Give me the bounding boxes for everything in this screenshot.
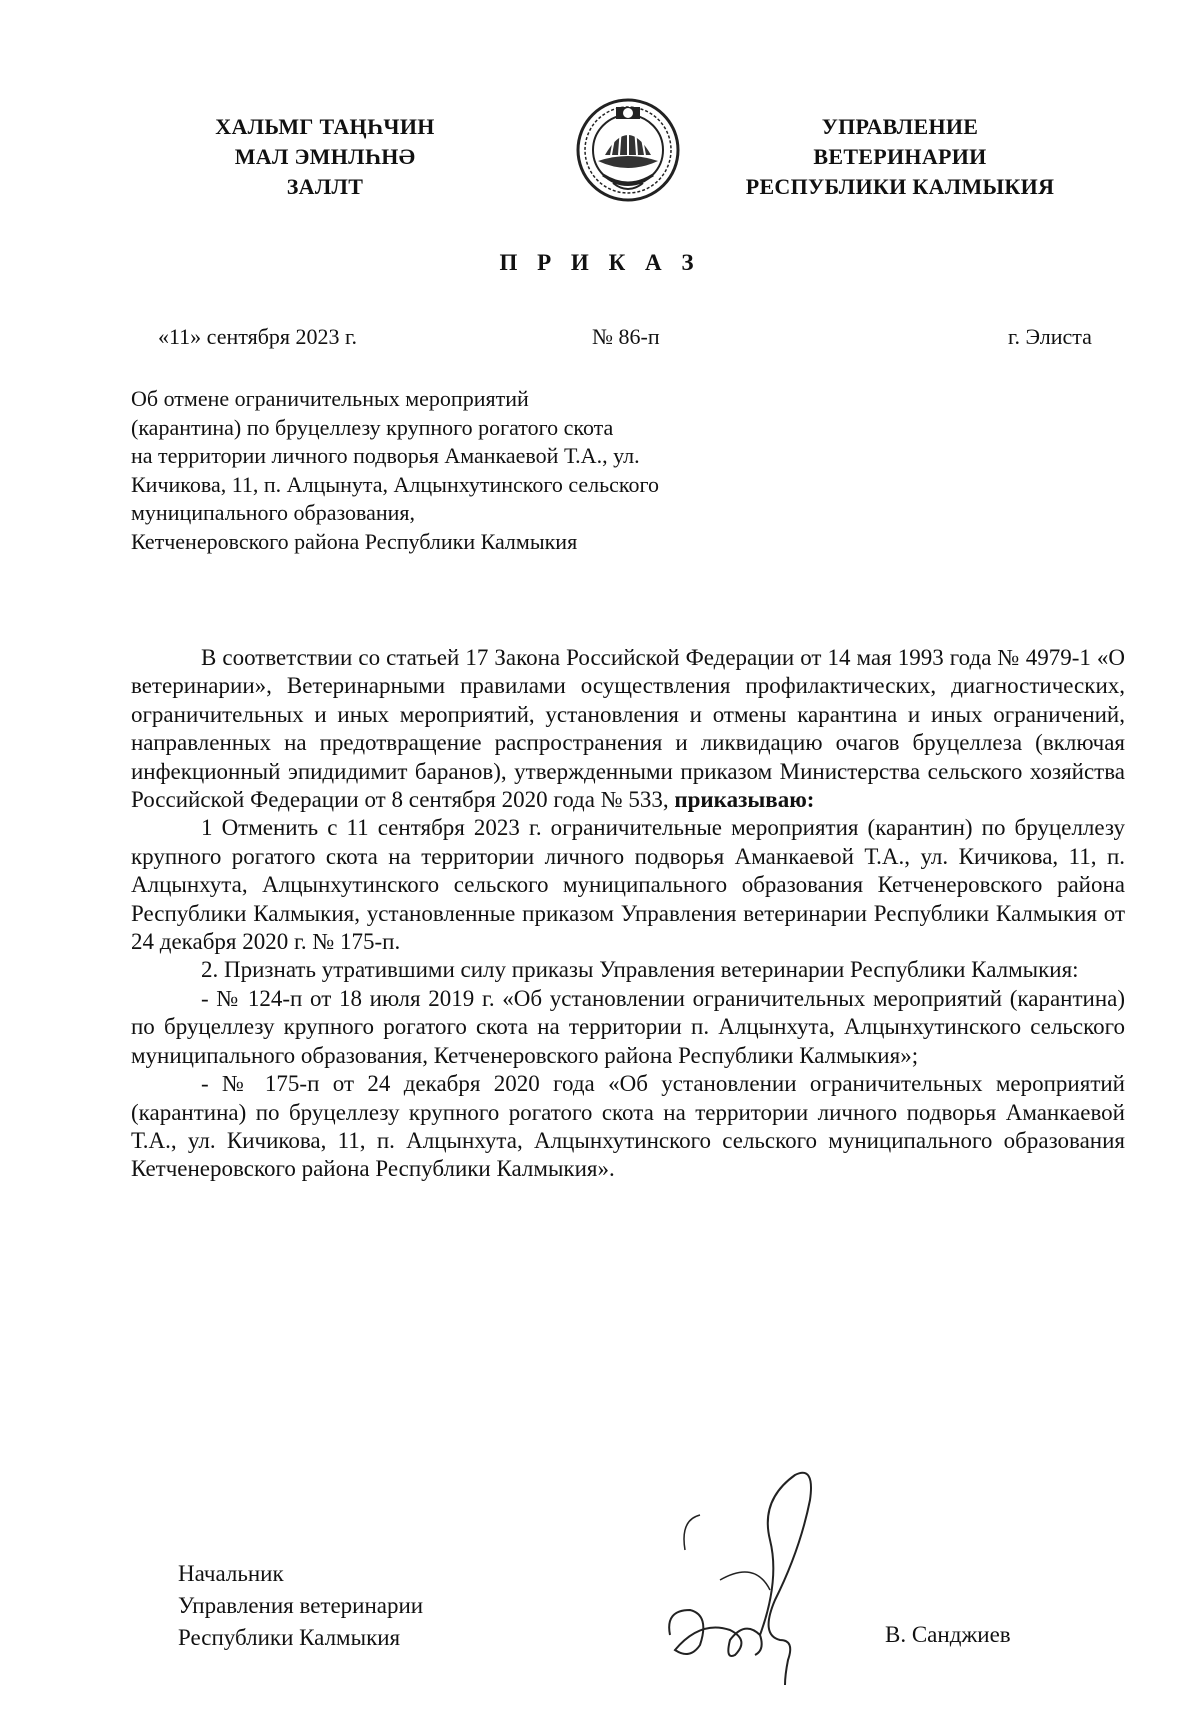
document-type-title: П Р И К А З: [499, 250, 701, 275]
signatory-name: В. Санджиев: [885, 1622, 1011, 1647]
body-item-2b: - № 175-п от 24 декабря 2020 года «Об установлении ограничительных мероприятий (карантина) по бруцеллезу крупного рогатого скота на территории личного подворья Аманкаевой Т.А., ул. Кичикова, 11, п. Алцынхута, Алцынхутинского сельского муниципального образования Кетченеровского района Республики Калмыкия».: [131, 1071, 1125, 1182]
handwritten-signature-icon: [660, 1460, 830, 1690]
subject-line-6: Кетченеровского района Республики Калмыкия: [131, 528, 578, 554]
subject-line-5: муниципального образования,: [131, 500, 416, 525]
document-number: № 86-п: [592, 324, 660, 349]
subject-line-3: на территории личного подворья Аманкаевой Т.А., ул.: [131, 443, 640, 468]
body-item-1: 1 Отменить с 11 сентября 2023 г. ограничительные мероприятия (карантин) по бруцеллезу крупного рогатого скота на территории личного подворья Аманкаевой Т.А., ул. Кичикова, 11, п. Алцынхута, Алцынхутинского сельского муниципального образования Кетченеровского района Республики Калмыкия, установленные приказом Управления ветеринарии Республики Калмыкия от 24 декабря 2020 г. № 175-п.: [131, 815, 1125, 955]
subject-line-4: Кичикова, 11, п. Алцынута, Алцынхутинского сельского: [131, 471, 659, 497]
body-item-2a: - № 124-п от 18 июля 2019 г. «Об установлении ограничительных мероприятий (карантина) по бруцеллезу крупного рогатого скота на территории п. Алцынхута, Алцынхутинского сельского муниципального образования, Кетченеровского района Республики Калмыкия»;: [131, 985, 1125, 1068]
signatory-position: [178, 1558, 423, 1654]
document-city: г. Элиста: [1008, 324, 1092, 349]
header-russian-line-2: ВЕТЕРИНАРИИ: [813, 144, 987, 169]
subject-line-2: (карантина) по бруцеллезу крупного рогатого скота: [131, 414, 614, 440]
document-date: «11» сентября 2023 г.: [158, 324, 358, 349]
kalmykia-emblem-icon: [573, 95, 683, 205]
signatory-position-line-2: Управления ветеринарии: [178, 1593, 424, 1618]
signatory-position-line-1: Начальник: [178, 1561, 284, 1586]
header-kalmyk-line-2: МАЛ ЭМНЛҺНӘ: [234, 144, 416, 169]
header-kalmyk: [180, 112, 470, 202]
header-russian-line-3: РЕСПУБЛИКИ КАЛМЫКИЯ: [745, 174, 1055, 199]
body-item-2: 2. Признать утратившими силу приказы Управления ветеринарии Республики Калмыкия:: [201, 957, 1079, 983]
header-russian: [700, 112, 1100, 202]
preamble-text: В соответствии со статьей 17 Закона Российской Федерации от 14 мая 1993 года № 4979-1 «О ветеринарии», Ветеринарными правилами осуществления профилактических, диагностических, ограничительных и иных мероприятий, установления и отмены карантина и иных ограничений, направленных на предотвращение распространения и ликвидацию очагов бруцеллеза (включая инфекционный эпидидимит баранов), утвержденными приказом Министерства сельского хозяйства Российской Федерации от 8 сентября 2020 года № 533,: [131, 645, 1125, 813]
header-kalmyk-line-1: ХАЛЬМГ ТАҢҺЧИН: [215, 114, 435, 139]
signatory-position-line-3: Республики Калмыкия: [178, 1625, 401, 1650]
subject-line-1: Об отмене ограничительных мероприятий: [131, 386, 529, 411]
document-subject: [131, 385, 831, 556]
document-body: [131, 644, 1125, 1184]
body-preamble: [131, 644, 1125, 814]
order-word: приказываю:: [674, 787, 815, 813]
header-russian-line-1: УПРАВЛЕНИЕ: [821, 114, 979, 139]
header-kalmyk-line-3: ЗАЛЛТ: [286, 174, 364, 199]
